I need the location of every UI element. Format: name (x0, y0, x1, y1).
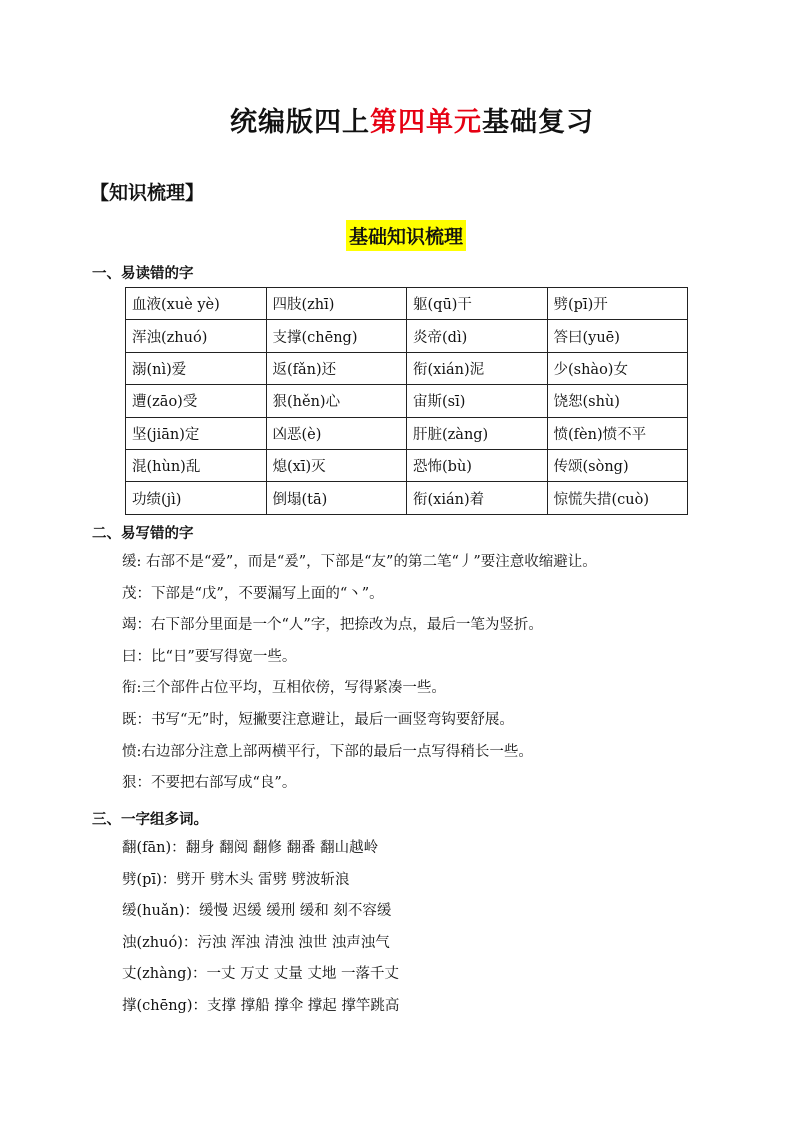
easy-misread-table (125, 287, 688, 515)
list-item: 茂：下部是“戊”，不要漏写上面的“丶”。 (122, 585, 384, 602)
list-item: 翻(fān)：翻身 翻阅 翻修 翻番 翻山越岭 (122, 840, 379, 856)
table-cell: 肝脏(zàng) (407, 417, 548, 449)
page-title (0, 100, 794, 139)
list-item: 劈(pī)：劈开 劈木头 雷劈 劈波斩浪 (122, 871, 350, 888)
list-item: 浊(zhuó)：污浊 浑浊 清浊 浊世 浊声浊气 (122, 934, 390, 951)
list-item: 愤:右边部分注意上部两横平行，下部的最后一点写得稍长一些。 (122, 743, 533, 760)
table-cell: 浑浊(zhuó) (126, 320, 267, 352)
title-part-3: 基础复习 (482, 107, 594, 138)
table-cell: 饶恕(shù) (547, 385, 688, 417)
table-cell: 炎帝(dì) (407, 320, 548, 352)
table-row (126, 320, 688, 352)
table-cell: 惊慌失措(cuò) (547, 482, 688, 514)
table-row (126, 385, 688, 417)
table-cell: 凶恶(è) (266, 417, 407, 449)
list-item: 竭：右下部分里面是一个“人”字，把捺改为点，最后一笔为竖折。 (122, 617, 543, 634)
heading-part-1: 一、易读错的字 (92, 266, 194, 282)
list-item: 撑(chēng)：支撑 撑船 撑伞 撑起 撑竿跳高 (122, 997, 400, 1014)
heading-part-2: 二、易写错的字 (92, 526, 194, 542)
list-item: 狠：不要把右部写成“良”。 (122, 775, 297, 792)
heading-part-3: 三、一字组多词。 (92, 812, 208, 828)
list-item: 缓: 右部不是“爱”，而是“爰”，下部是“友”的第二笔“丿”要注意收缩避让。 (122, 554, 597, 570)
section-tag: 【知识梳理】 (90, 182, 205, 204)
list-item: 缓(huǎn)：缓慢 迟缓 缓刑 缓和 刻不容缓 (122, 903, 392, 920)
list-item: 丈(zhàng)：一丈 万丈 丈量 丈地 一落千丈 (122, 966, 399, 983)
table-cell: 返(fǎn)还 (266, 352, 407, 384)
title-part-1: 统编版四上 (230, 107, 370, 138)
list-item: 既：书写“无”时，短撇要注意避让，最后一画竖弯钩要舒展。 (122, 711, 514, 728)
table-cell: 功绩(jì) (126, 482, 267, 514)
table-cell: 遭(zāo)受 (126, 385, 267, 417)
table-cell: 混(hùn)乱 (126, 449, 267, 481)
table-cell: 衔(xián)着 (407, 482, 548, 514)
table-row (126, 449, 688, 481)
table-cell: 坚(jiān)定 (126, 417, 267, 449)
table-cell: 恐怖(bù) (407, 449, 548, 481)
table-cell: 愤(fèn)愤不平 (547, 417, 688, 449)
table-cell: 答曰(yuē) (547, 320, 688, 352)
table-cell: 狠(hěn)心 (266, 385, 407, 417)
table-cell: 熄(xī)灭 (266, 449, 407, 481)
table-cell: 衔(xián)泥 (407, 352, 548, 384)
table-row (126, 288, 688, 320)
table-cell: 躯(qū)干 (407, 288, 548, 320)
table-row (126, 482, 688, 514)
subtitle-highlight: 基础知识梳理 (346, 220, 466, 251)
table-cell: 支撑(chēng) (266, 320, 407, 352)
table-cell: 宙斯(sī) (407, 385, 548, 417)
word-group-list (122, 833, 399, 1023)
table-cell: 少(shào)女 (547, 352, 688, 384)
table-cell: 四肢(zhī) (266, 288, 407, 320)
table-row (126, 417, 688, 449)
table-cell: 倒塌(tā) (266, 482, 407, 514)
table-row (126, 352, 688, 384)
list-item: 衔:三个部件占位平均，互相依傍，写得紧凑一些。 (122, 680, 446, 697)
easy-miswrite-list (122, 547, 597, 800)
title-part-2-highlight: 第四单元 (370, 107, 482, 138)
table-cell: 溺(nì)爱 (126, 352, 267, 384)
table-cell: 传颂(sòng) (547, 449, 688, 481)
table-cell: 劈(pī)开 (547, 288, 688, 320)
list-item: 曰：比“日”要写得宽一些。 (122, 648, 297, 665)
table-cell: 血液(xuè yè) (126, 288, 267, 320)
